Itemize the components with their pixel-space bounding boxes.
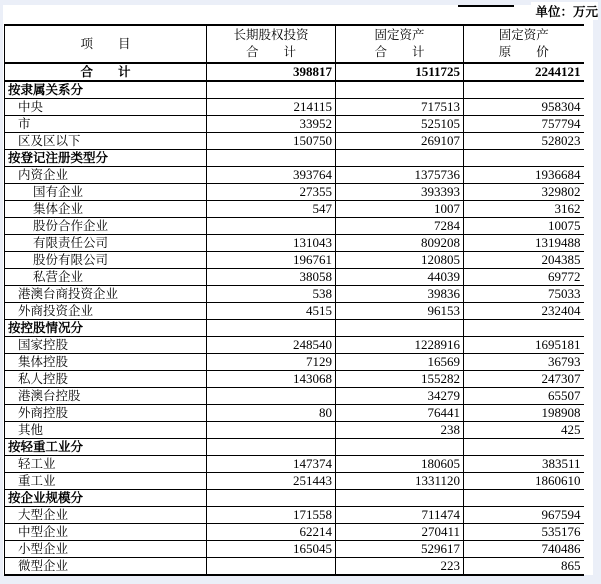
col-header-line2: 原 价 bbox=[498, 45, 549, 59]
value-cell: 1860610 bbox=[464, 473, 584, 490]
value-cell bbox=[464, 150, 584, 167]
row-label: 中型企业 bbox=[5, 524, 207, 541]
value-cell: 75033 bbox=[464, 286, 584, 303]
table-row bbox=[5, 201, 584, 218]
value-cell bbox=[207, 439, 336, 456]
value-cell: 329802 bbox=[464, 184, 584, 201]
value-cell: 10075 bbox=[464, 218, 584, 235]
value-cell bbox=[207, 150, 336, 167]
col-header-line1: 固定资产 bbox=[498, 28, 549, 42]
table-row bbox=[5, 558, 584, 576]
row-label: 股份有限公司 bbox=[5, 252, 207, 269]
value-cell: 34279 bbox=[336, 388, 464, 405]
value-cell: 196761 bbox=[207, 252, 336, 269]
value-cell bbox=[207, 558, 336, 576]
value-cell bbox=[207, 388, 336, 405]
value-cell: 248540 bbox=[207, 337, 336, 354]
value-cell: 1511725 bbox=[336, 63, 464, 81]
col-header-fixed-assets-total bbox=[336, 25, 464, 63]
value-cell: 62214 bbox=[207, 524, 336, 541]
value-cell: 967594 bbox=[464, 507, 584, 524]
value-cell: 865 bbox=[464, 558, 584, 576]
value-cell: 7284 bbox=[336, 218, 464, 235]
col-header-line1: 长期股权投资 bbox=[233, 28, 309, 42]
value-cell: 538 bbox=[207, 286, 336, 303]
value-cell: 96153 bbox=[336, 303, 464, 320]
value-cell: 155282 bbox=[336, 371, 464, 388]
value-cell: 547 bbox=[207, 201, 336, 218]
value-cell: 958304 bbox=[464, 99, 584, 116]
table-row bbox=[5, 473, 584, 490]
value-cell: 238 bbox=[336, 422, 464, 439]
value-cell: 38058 bbox=[207, 269, 336, 286]
row-label: 合 计 bbox=[5, 63, 207, 81]
row-label: 内资企业 bbox=[5, 167, 207, 184]
row-label: 有限责任公司 bbox=[5, 235, 207, 252]
table-row bbox=[5, 507, 584, 524]
value-cell: 39836 bbox=[336, 286, 464, 303]
table-row bbox=[5, 439, 584, 456]
value-cell bbox=[207, 218, 336, 235]
value-cell bbox=[464, 439, 584, 456]
table-row bbox=[5, 371, 584, 388]
col-header-line1: 固定资产 bbox=[374, 28, 425, 42]
table-row bbox=[5, 218, 584, 235]
row-label: 按企业规模分 bbox=[5, 490, 207, 507]
table-row bbox=[5, 116, 584, 133]
table-row bbox=[5, 388, 584, 405]
value-cell: 398817 bbox=[207, 63, 336, 81]
value-cell bbox=[464, 320, 584, 337]
table-body bbox=[5, 63, 584, 575]
value-cell: 147374 bbox=[207, 456, 336, 473]
table-row bbox=[5, 337, 584, 354]
col-header-line2: 合 计 bbox=[245, 45, 296, 59]
row-label: 按登记注册类型分 bbox=[5, 150, 207, 167]
value-cell: 76441 bbox=[336, 405, 464, 422]
value-cell: 150750 bbox=[207, 133, 336, 150]
table-row bbox=[5, 184, 584, 201]
value-cell: 1228916 bbox=[336, 337, 464, 354]
value-cell: 393764 bbox=[207, 167, 336, 184]
value-cell: 27355 bbox=[207, 184, 336, 201]
value-cell: 180605 bbox=[336, 456, 464, 473]
row-label: 小型企业 bbox=[5, 541, 207, 558]
row-label: 区及区以下 bbox=[5, 133, 207, 150]
row-label: 大型企业 bbox=[5, 507, 207, 524]
table-row bbox=[5, 456, 584, 473]
value-cell bbox=[336, 439, 464, 456]
header-row bbox=[5, 25, 584, 63]
value-cell: 1007 bbox=[336, 201, 464, 218]
value-cell: 269107 bbox=[336, 133, 464, 150]
value-cell: 740486 bbox=[464, 541, 584, 558]
value-cell bbox=[207, 320, 336, 337]
col-header-line2: 合 计 bbox=[374, 45, 425, 59]
table-row bbox=[5, 490, 584, 507]
row-label: 其他 bbox=[5, 422, 207, 439]
value-cell: 711474 bbox=[336, 507, 464, 524]
value-cell bbox=[336, 150, 464, 167]
value-cell: 528023 bbox=[464, 133, 584, 150]
row-label: 按隶属关系分 bbox=[5, 81, 207, 99]
value-cell: 171558 bbox=[207, 507, 336, 524]
value-cell: 69772 bbox=[464, 269, 584, 286]
table-row bbox=[5, 320, 584, 337]
value-cell: 525105 bbox=[336, 116, 464, 133]
value-cell: 1695181 bbox=[464, 337, 584, 354]
value-cell bbox=[336, 320, 464, 337]
table-row bbox=[5, 63, 584, 81]
table-row bbox=[5, 99, 584, 116]
value-cell: 251443 bbox=[207, 473, 336, 490]
row-label: 港澳台商投资企业 bbox=[5, 286, 207, 303]
value-cell: 223 bbox=[336, 558, 464, 576]
value-cell: 44039 bbox=[336, 269, 464, 286]
value-cell: 131043 bbox=[207, 235, 336, 252]
table-row bbox=[5, 235, 584, 252]
value-cell: 7129 bbox=[207, 354, 336, 371]
col-header-item bbox=[5, 25, 207, 63]
value-cell bbox=[336, 81, 464, 99]
value-cell bbox=[207, 490, 336, 507]
row-label: 港澳台控股 bbox=[5, 388, 207, 405]
value-cell bbox=[207, 422, 336, 439]
col-header-longterm-equity bbox=[207, 25, 336, 63]
row-label: 私人控股 bbox=[5, 371, 207, 388]
row-label: 轻工业 bbox=[5, 456, 207, 473]
table-row bbox=[5, 524, 584, 541]
table-row bbox=[5, 252, 584, 269]
table-row bbox=[5, 269, 584, 286]
table-row bbox=[5, 541, 584, 558]
value-cell: 65507 bbox=[464, 388, 584, 405]
table-row bbox=[5, 354, 584, 371]
table-header bbox=[5, 25, 584, 63]
value-cell: 383511 bbox=[464, 456, 584, 473]
value-cell: 1331120 bbox=[336, 473, 464, 490]
value-cell: 757794 bbox=[464, 116, 584, 133]
value-cell: 36793 bbox=[464, 354, 584, 371]
row-label: 股份合作企业 bbox=[5, 218, 207, 235]
row-label: 集体企业 bbox=[5, 201, 207, 218]
value-cell: 16569 bbox=[336, 354, 464, 371]
value-cell: 120805 bbox=[336, 252, 464, 269]
value-cell bbox=[464, 490, 584, 507]
value-cell: 3162 bbox=[464, 201, 584, 218]
row-label: 集体控股 bbox=[5, 354, 207, 371]
row-label: 国有企业 bbox=[5, 184, 207, 201]
statistics-table bbox=[4, 24, 584, 576]
unit-label: 单位：万元 bbox=[531, 2, 598, 20]
value-cell: 529617 bbox=[336, 541, 464, 558]
table-row bbox=[5, 133, 584, 150]
value-cell: 80 bbox=[207, 405, 336, 422]
table-row bbox=[5, 303, 584, 320]
table-row bbox=[5, 167, 584, 184]
table-row bbox=[5, 405, 584, 422]
row-label: 国家控股 bbox=[5, 337, 207, 354]
value-cell: 393393 bbox=[336, 184, 464, 201]
col-header-fixed-assets-original bbox=[464, 25, 584, 63]
row-label: 外商控股 bbox=[5, 405, 207, 422]
value-cell: 214115 bbox=[207, 99, 336, 116]
col-header-line1: 项 目 bbox=[80, 36, 131, 51]
value-cell: 2244121 bbox=[464, 63, 584, 81]
value-cell: 270411 bbox=[336, 524, 464, 541]
row-label: 中央 bbox=[5, 99, 207, 116]
value-cell: 717513 bbox=[336, 99, 464, 116]
header-rule bbox=[458, 5, 514, 7]
value-cell: 198908 bbox=[464, 405, 584, 422]
row-label: 市 bbox=[5, 116, 207, 133]
row-label: 私营企业 bbox=[5, 269, 207, 286]
value-cell: 4515 bbox=[207, 303, 336, 320]
value-cell bbox=[336, 490, 464, 507]
value-cell bbox=[207, 81, 336, 99]
table-row bbox=[5, 81, 584, 99]
value-cell: 535176 bbox=[464, 524, 584, 541]
value-cell: 1319488 bbox=[464, 235, 584, 252]
row-label: 按轻重工业分 bbox=[5, 439, 207, 456]
row-label: 按控股情况分 bbox=[5, 320, 207, 337]
row-label: 微型企业 bbox=[5, 558, 207, 576]
value-cell: 33952 bbox=[207, 116, 336, 133]
value-cell: 809208 bbox=[336, 235, 464, 252]
value-cell: 232404 bbox=[464, 303, 584, 320]
value-cell: 1375736 bbox=[336, 167, 464, 184]
value-cell: 143068 bbox=[207, 371, 336, 388]
value-cell: 165045 bbox=[207, 541, 336, 558]
table-row bbox=[5, 286, 584, 303]
value-cell: 1936684 bbox=[464, 167, 584, 184]
row-label: 外商投资企业 bbox=[5, 303, 207, 320]
row-label: 重工业 bbox=[5, 473, 207, 490]
value-cell: 425 bbox=[464, 422, 584, 439]
value-cell: 204385 bbox=[464, 252, 584, 269]
value-cell bbox=[464, 81, 584, 99]
value-cell: 247307 bbox=[464, 371, 584, 388]
table-row bbox=[5, 150, 584, 167]
table-row bbox=[5, 422, 584, 439]
